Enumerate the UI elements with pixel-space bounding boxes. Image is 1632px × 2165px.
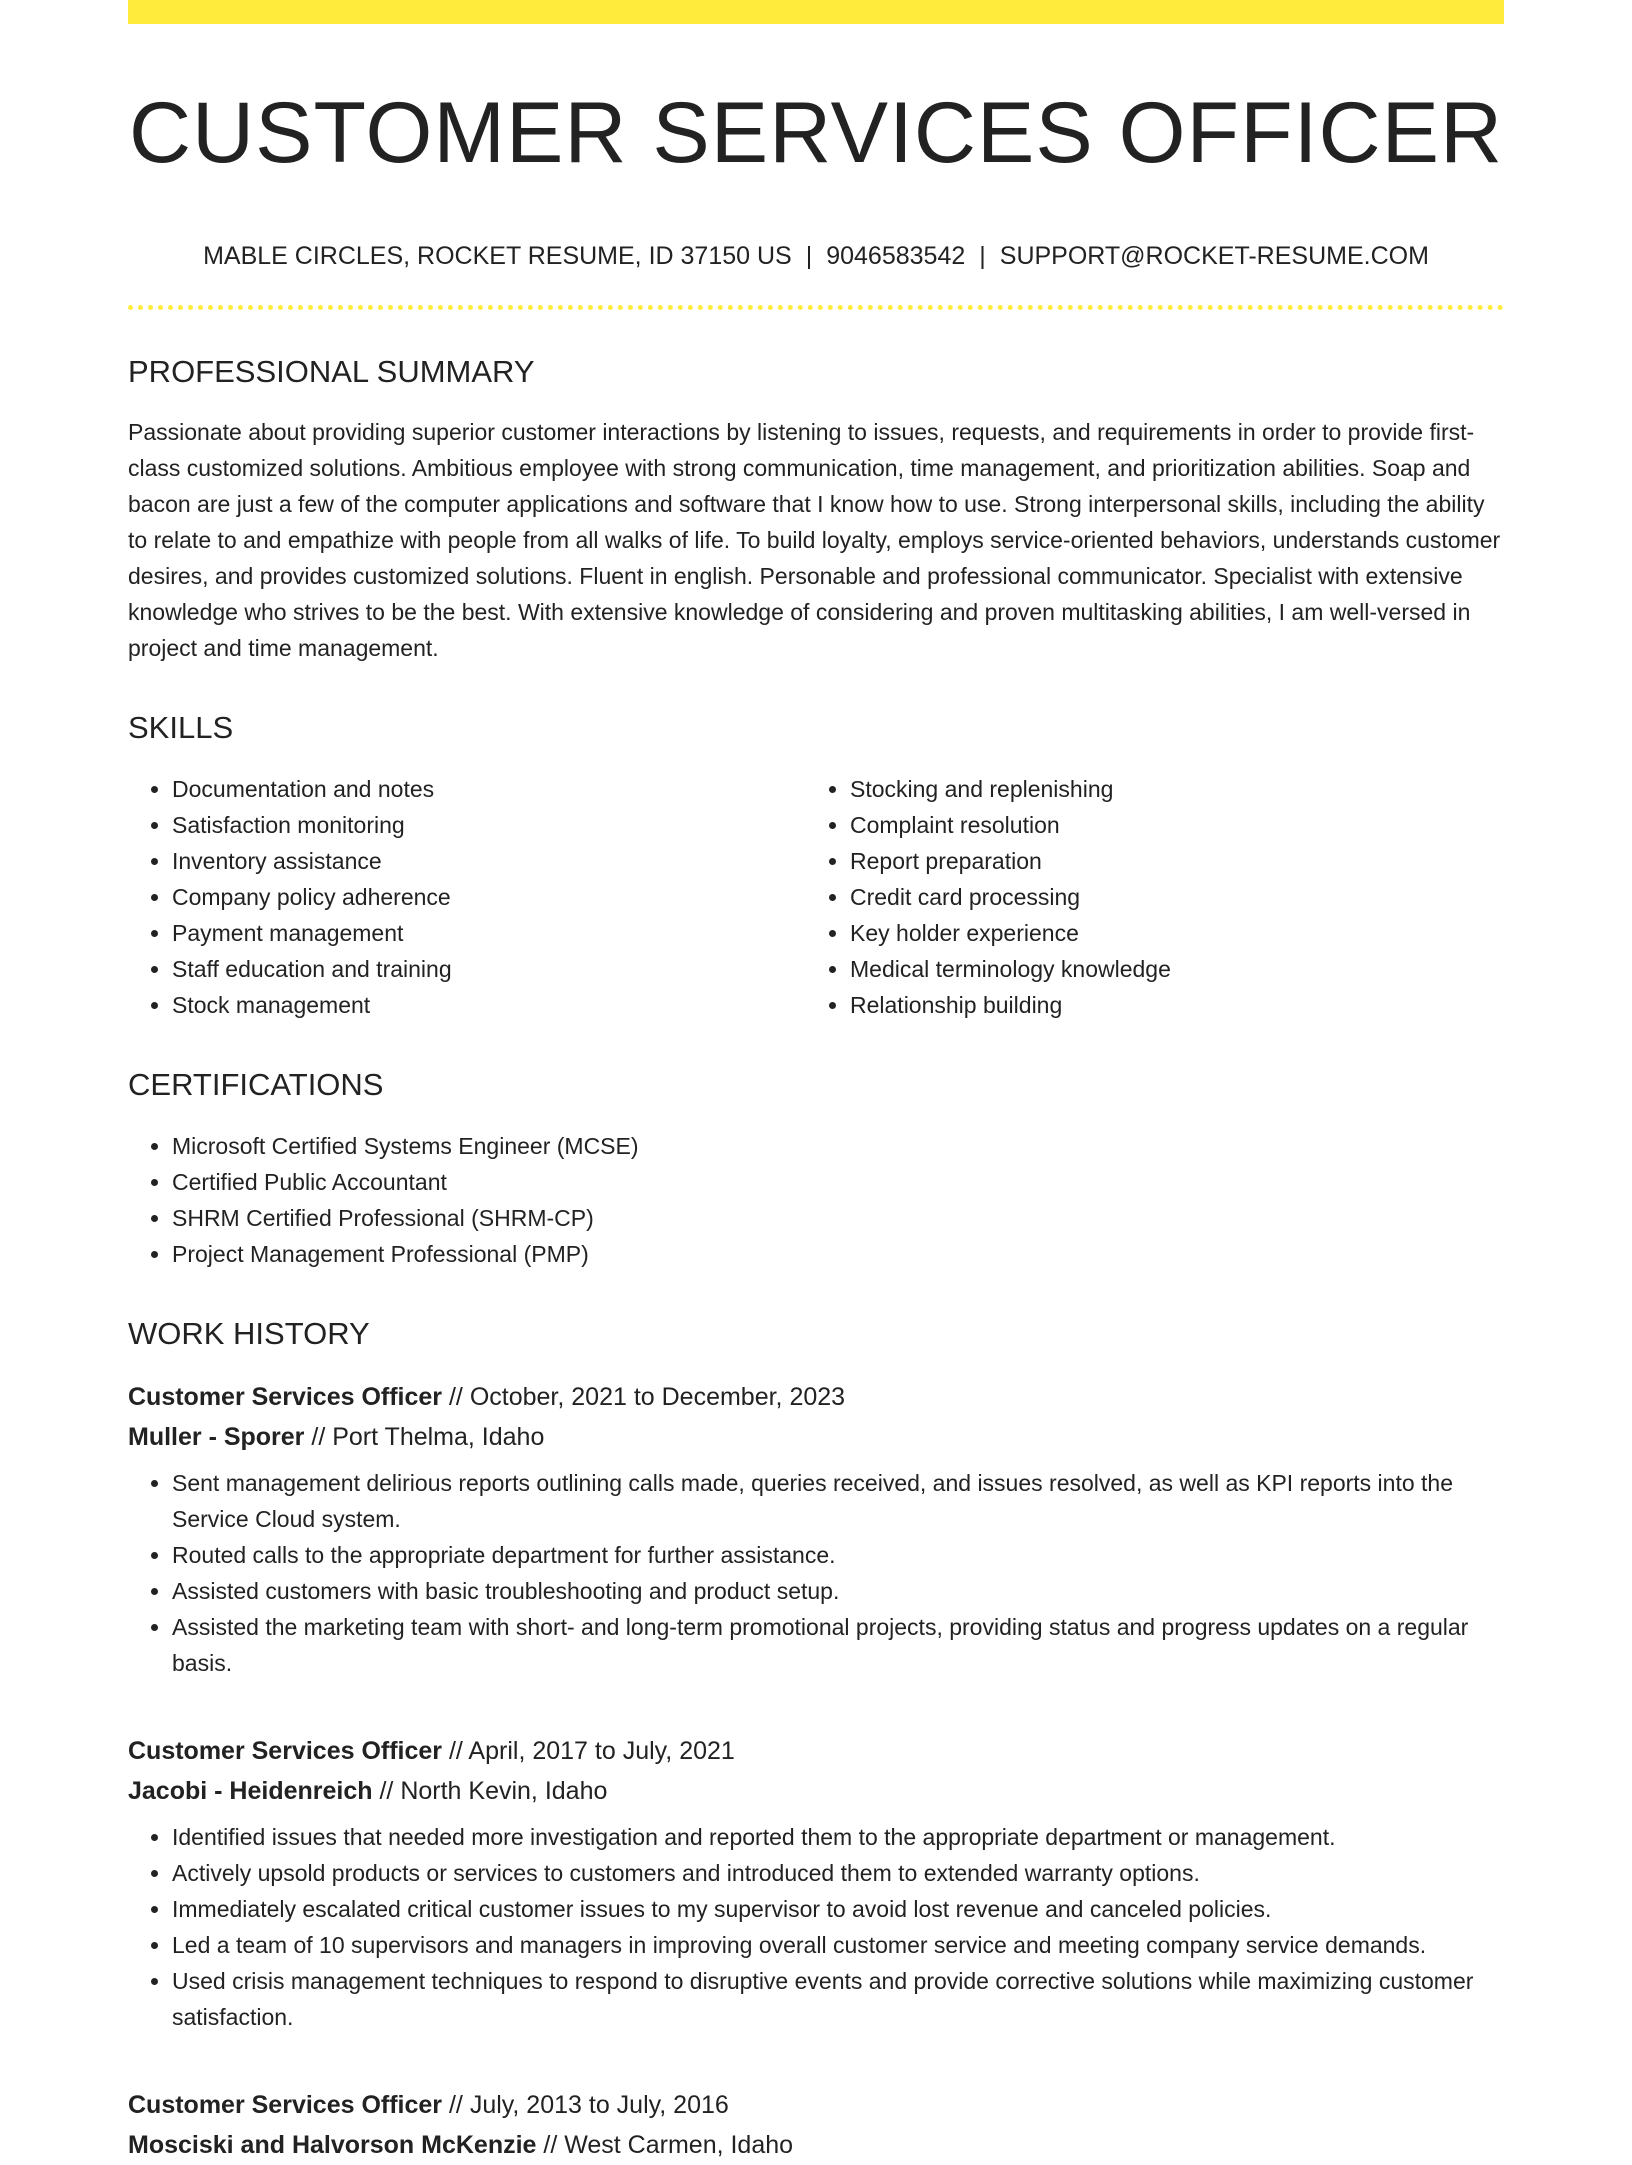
certifications-heading: CERTIFICATIONS xyxy=(128,1066,384,1102)
job-location: // North Kevin, Idaho xyxy=(372,1776,608,1805)
dotted-divider xyxy=(128,305,1504,310)
job-title-line xyxy=(128,2085,1504,2125)
contact-line xyxy=(128,241,1504,271)
skill-item: • Report preparation xyxy=(850,843,1484,879)
job-bullet: • Led a team of 10 supervisors and managers in improving overall customer service and meeting company service demands. xyxy=(172,1927,1504,1963)
job-title: Customer Services Officer xyxy=(128,1382,443,1411)
job-bullet: • Assisted customers with basic troubleshooting and product setup. xyxy=(172,1573,1504,1609)
job-bullets xyxy=(128,1819,1504,2035)
job-bullet: • Assisted the marketing team with short- and long-term promotional projects, providing status and progress updates on a regular basis. xyxy=(172,1609,1504,1681)
job-company-line xyxy=(128,2125,1504,2165)
summary-heading: PROFESSIONAL SUMMARY xyxy=(128,353,535,389)
skill-item: • Stocking and replenishing xyxy=(850,771,1484,807)
skill-item: • Documentation and notes xyxy=(172,771,806,807)
job-company: Muller - Sporer xyxy=(128,1422,305,1451)
skills-column-right xyxy=(806,771,1484,1023)
job-company-line xyxy=(128,1417,1504,1457)
job-entry xyxy=(128,1731,1504,2035)
job-bullet: • Immediately escalated critical customer issues to my supervisor to avoid lost revenue and canceled policies. xyxy=(172,1891,1504,1927)
resume-page xyxy=(128,0,1504,2165)
skill-item: • Medical terminology knowledge xyxy=(850,951,1484,987)
skill-item: • Company policy adherence xyxy=(172,879,806,915)
skill-item: • Staff education and training xyxy=(172,951,806,987)
contact-separator: | xyxy=(979,241,986,270)
job-dates: // April, 2017 to July, 2021 xyxy=(442,1736,735,1765)
skill-item: • Satisfaction monitoring xyxy=(172,807,806,843)
skill-item: • Key holder experience xyxy=(850,915,1484,951)
job-title: Customer Services Officer xyxy=(128,1736,443,1765)
job-dates: // July, 2013 to July, 2016 xyxy=(442,2090,729,2119)
skill-item: • Credit card processing xyxy=(850,879,1484,915)
job-company-line xyxy=(128,1771,1504,1811)
skill-item: • Stock management xyxy=(172,987,806,1023)
job-bullet: • Routed calls to the appropriate department for further assistance. xyxy=(172,1537,1504,1573)
skill-item: • Complaint resolution xyxy=(850,807,1484,843)
job-entry xyxy=(128,2085,1504,2165)
skills-heading: SKILLS xyxy=(128,709,234,745)
contact-separator: | xyxy=(805,241,813,270)
skill-item: • Payment management xyxy=(172,915,806,951)
job-entry xyxy=(128,1377,1504,1681)
certification-item: • Project Management Professional (PMP) xyxy=(172,1236,1504,1272)
contact-address: MABLE CIRCLES, ROCKET RESUME, ID 37150 US xyxy=(203,241,792,270)
accent-top-bar xyxy=(128,0,1504,24)
skill-item: • Inventory assistance xyxy=(172,843,806,879)
contact-phone: 9046583542 xyxy=(826,241,966,270)
job-company: Mosciski and Halvorson McKenzie xyxy=(128,2130,537,2159)
candidate-title: CUSTOMER SERVICES OFFICER xyxy=(128,85,1504,181)
contact-email: SUPPORT@ROCKET-RESUME.COM xyxy=(999,241,1429,270)
skill-item: • Relationship building xyxy=(850,987,1484,1023)
job-title: Customer Services Officer xyxy=(128,2090,443,2119)
job-dates: // October, 2021 to December, 2023 xyxy=(442,1382,846,1411)
job-location: // West Carmen, Idaho xyxy=(536,2130,794,2159)
certification-item: • Microsoft Certified Systems Engineer (MCSE) xyxy=(172,1128,1504,1164)
job-bullet: • Actively upsold products or services to customers and introduced them to extended warranty options. xyxy=(172,1855,1504,1891)
job-title-line xyxy=(128,1377,1504,1417)
job-bullet: • Identified issues that needed more investigation and reported them to the appropriate department or management. xyxy=(172,1819,1504,1855)
job-company: Jacobi - Heidenreich xyxy=(128,1776,373,1805)
job-bullets xyxy=(128,1465,1504,1681)
certifications-list xyxy=(128,1128,1504,1272)
skills-list xyxy=(128,771,1504,1023)
summary-text: Passionate about providing superior customer interactions by listening to issues, requests, and requirements in order to provide first-class customized solutions. Ambitious employee with strong communication, time management, and prioritization abilities. Soap and bacon are just a few of the computer applications and software that I know how to use. Strong interpersonal skills, including the ability to relate to and empathize with people from all walks of life. To build loyalty, employs service-oriented behaviors, understands customer desires, and provides customized solutions. Fluent in english. Personable and professional communicator. Specialist with extensive knowledge who strives to be the best. With extensive knowledge of considering and proven multitasking abilities, I am well-versed in project and time management. xyxy=(128,418,1501,661)
job-location: // Port Thelma, Idaho xyxy=(304,1422,545,1451)
certification-item: • Certified Public Accountant xyxy=(172,1164,1504,1200)
job-bullet: • Used crisis management techniques to respond to disruptive events and provide corrective solutions while maximizing customer satisfaction. xyxy=(172,1963,1504,2035)
certification-item: • SHRM Certified Professional (SHRM-CP) xyxy=(172,1200,1504,1236)
skills-column-left xyxy=(128,771,806,1023)
job-bullet: • Sent management delirious reports outlining calls made, queries received, and issues resolved, as well as KPI reports into the Service Cloud system. xyxy=(172,1465,1504,1537)
work-history-heading: WORK HISTORY xyxy=(128,1315,370,1351)
job-title-line xyxy=(128,1731,1504,1771)
